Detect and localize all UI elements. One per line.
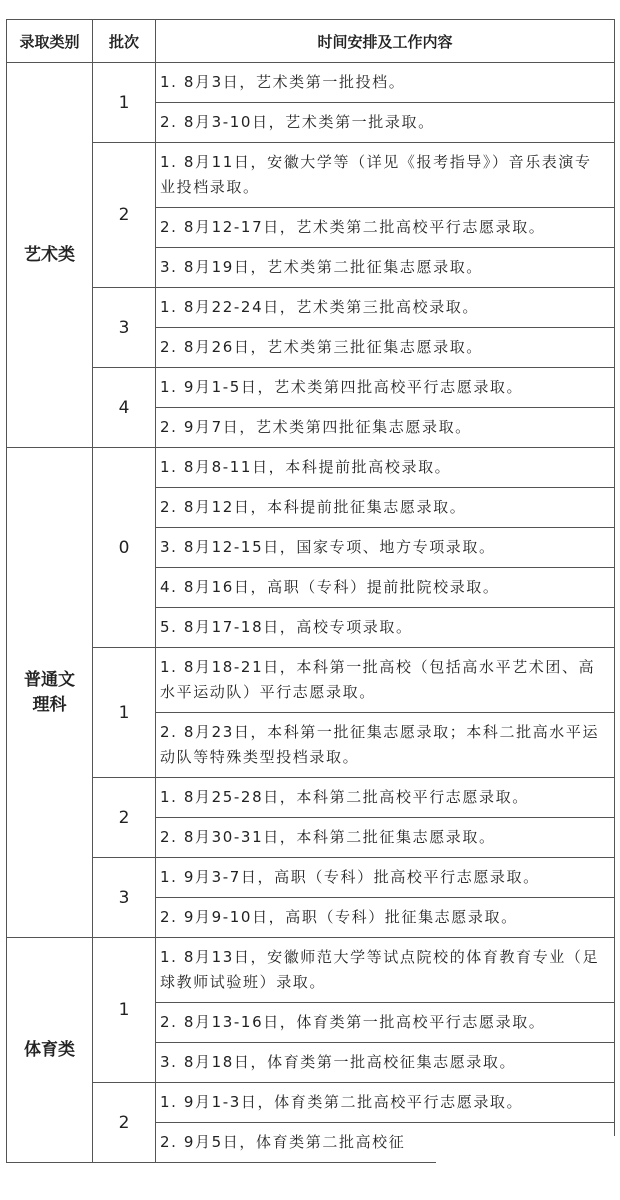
table-header-row [7, 20, 615, 63]
category-cell-art: 艺术类 [7, 63, 93, 448]
schedule-item: 2. 8月23日，本科第一批征集志愿录取；本科二批高水平运动队等特殊类型投档录取。 [156, 713, 615, 778]
schedule-item: 2. 8月13-16日，体育类第一批高校平行志愿录取。 [156, 1003, 615, 1043]
schedule-item: 1. 8月18-21日，本科第一批高校（包括高水平艺术团、高水平运动队）平行志愿录取。 [156, 648, 615, 713]
batch-cell: 1 [93, 648, 156, 778]
table-row [7, 368, 615, 408]
schedule-item: 2. 9月7日，艺术类第四批征集志愿录取。 [156, 408, 615, 448]
schedule-item: 1. 8月11日，安徽大学等（详见《报考指导》）音乐表演专业投档录取。 [156, 143, 615, 208]
schedule-item: 1. 8月13日，安徽师范大学等试点院校的体育教育专业（足球教师试验班）录取。 [156, 938, 615, 1003]
table-row [7, 448, 615, 488]
batch-cell: 1 [93, 938, 156, 1083]
table-row [7, 648, 615, 713]
schedule-item: 4. 8月16日，高职（专科）提前批院校录取。 [156, 568, 615, 608]
table-row [7, 1083, 615, 1123]
category-cell-general [7, 448, 93, 938]
table-row [7, 143, 615, 208]
batch-cell: 4 [93, 368, 156, 448]
schedule-item: 1. 8月8-11日，本科提前批高校录取。 [156, 448, 615, 488]
header-content: 时间安排及工作内容 [156, 20, 615, 63]
admission-schedule-table-container [6, 19, 614, 1163]
header-batch: 批次 [93, 20, 156, 63]
schedule-item: 2. 8月30-31日，本科第二批征集志愿录取。 [156, 818, 615, 858]
batch-cell: 1 [93, 63, 156, 143]
schedule-item: 3. 8月12-15日，国家专项、地方专项录取。 [156, 528, 615, 568]
table-row [7, 858, 615, 898]
table-row [7, 778, 615, 818]
schedule-item: 3. 8月19日，艺术类第二批征集志愿录取。 [156, 248, 615, 288]
batch-cell: 2 [93, 143, 156, 288]
category-label-general: 普通文理科 [24, 669, 75, 715]
schedule-item: 2. 9月9-10日，高职（专科）批征集志愿录取。 [156, 898, 615, 938]
batch-cell: 0 [93, 448, 156, 648]
cropped-image-edge [436, 1136, 620, 1200]
schedule-item: 2. 8月12-17日，艺术类第二批高校平行志愿录取。 [156, 208, 615, 248]
header-category: 录取类别 [7, 20, 93, 63]
batch-cell: 2 [93, 1083, 156, 1163]
schedule-item: 1. 8月25-28日，本科第二批高校平行志愿录取。 [156, 778, 615, 818]
schedule-item: 3. 8月18日，体育类第一批高校征集志愿录取。 [156, 1043, 615, 1083]
batch-cell: 3 [93, 288, 156, 368]
admission-schedule-table [6, 19, 615, 1163]
schedule-item: 2. 9月5日，体育类第二批高校征 [156, 1123, 615, 1163]
table-row [7, 288, 615, 328]
schedule-item: 1. 9月1-3日，体育类第二批高校平行志愿录取。 [156, 1083, 615, 1123]
schedule-item: 2. 8月26日，艺术类第三批征集志愿录取。 [156, 328, 615, 368]
batch-cell: 2 [93, 778, 156, 858]
schedule-item: 1. 8月22-24日，艺术类第三批高校录取。 [156, 288, 615, 328]
schedule-item: 2. 8月12日，本科提前批征集志愿录取。 [156, 488, 615, 528]
schedule-item: 2. 8月3-10日，艺术类第一批录取。 [156, 103, 615, 143]
schedule-item: 1. 8月3日，艺术类第一批投档。 [156, 63, 615, 103]
category-cell-sports: 体育类 [7, 938, 93, 1163]
schedule-item: 1. 9月1-5日，艺术类第四批高校平行志愿录取。 [156, 368, 615, 408]
table-row [7, 938, 615, 1003]
schedule-item: 1. 9月3-7日，高职（专科）批高校平行志愿录取。 [156, 858, 615, 898]
batch-cell: 3 [93, 858, 156, 938]
schedule-item: 5. 8月17-18日，高校专项录取。 [156, 608, 615, 648]
table-row [7, 63, 615, 103]
